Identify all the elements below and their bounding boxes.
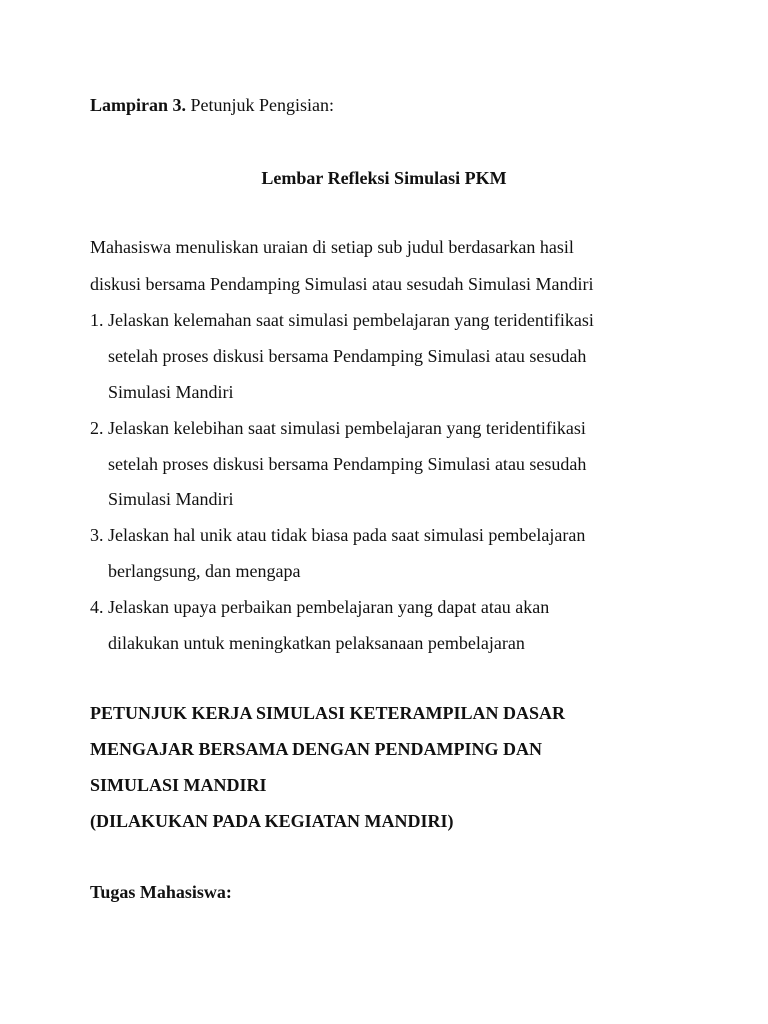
list-item-2-line-2: setelah proses diskusi bersama Pendamping Simulasi atau sesudah bbox=[108, 454, 587, 474]
list-item-2-line-3: Simulasi Mandiri bbox=[108, 489, 234, 509]
list-item-4 bbox=[90, 598, 549, 616]
section-heading-line-2: MENGAJAR BERSAMA DENGAN PENDAMPING DAN bbox=[90, 739, 542, 759]
list-item-text: Jelaskan hal unik atau tidak biasa pada saat simulasi pembelajaran bbox=[108, 525, 586, 545]
list-item-number: 1. bbox=[90, 310, 104, 330]
list-item-1 bbox=[90, 311, 594, 329]
list-item-number: 3. bbox=[90, 525, 104, 545]
document-title: Lembar Refleksi Simulasi PKM bbox=[261, 168, 507, 188]
list-item-text: Jelaskan kelebihan saat simulasi pembelajaran yang teridentifikasi bbox=[108, 418, 586, 438]
list-item-number: 4. bbox=[90, 597, 104, 617]
list-item-3 bbox=[90, 526, 585, 544]
list-item-2 bbox=[90, 419, 586, 437]
task-label: Tugas Mahasiswa: bbox=[90, 882, 232, 902]
appendix-heading bbox=[90, 96, 334, 114]
section-heading-line-1: PETUNJUK KERJA SIMULASI KETERAMPILAN DASAR bbox=[90, 703, 566, 723]
list-item-text: Jelaskan kelemahan saat simulasi pembelajaran yang teridentifikasi bbox=[108, 310, 594, 330]
section-heading-line-3: SIMULASI MANDIRI bbox=[90, 775, 267, 795]
section-heading-line-4: (DILAKUKAN PADA KEGIATAN MANDIRI) bbox=[90, 811, 454, 831]
list-item-text: Jelaskan upaya perbaikan pembelajaran yang dapat atau akan bbox=[108, 597, 550, 617]
intro-line-2: diskusi bersama Pendamping Simulasi atau sesudah Simulasi Mandiri bbox=[90, 274, 594, 294]
intro-line-1: Mahasiswa menuliskan uraian di setiap sub judul berdasarkan hasil bbox=[90, 237, 574, 257]
list-item-1-line-3: Simulasi Mandiri bbox=[108, 382, 234, 402]
list-item-1-line-2: setelah proses diskusi bersama Pendamping Simulasi atau sesudah bbox=[108, 346, 587, 366]
list-item-4-line-2: dilakukan untuk meningkatkan pelaksanaan pembelajaran bbox=[108, 633, 525, 653]
appendix-subtitle: Petunjuk Pengisian: bbox=[186, 95, 335, 115]
list-item-3-line-2: berlangsung, dan mengapa bbox=[108, 561, 301, 581]
appendix-label: Lampiran 3. bbox=[90, 95, 187, 115]
list-item-number: 2. bbox=[90, 418, 104, 438]
